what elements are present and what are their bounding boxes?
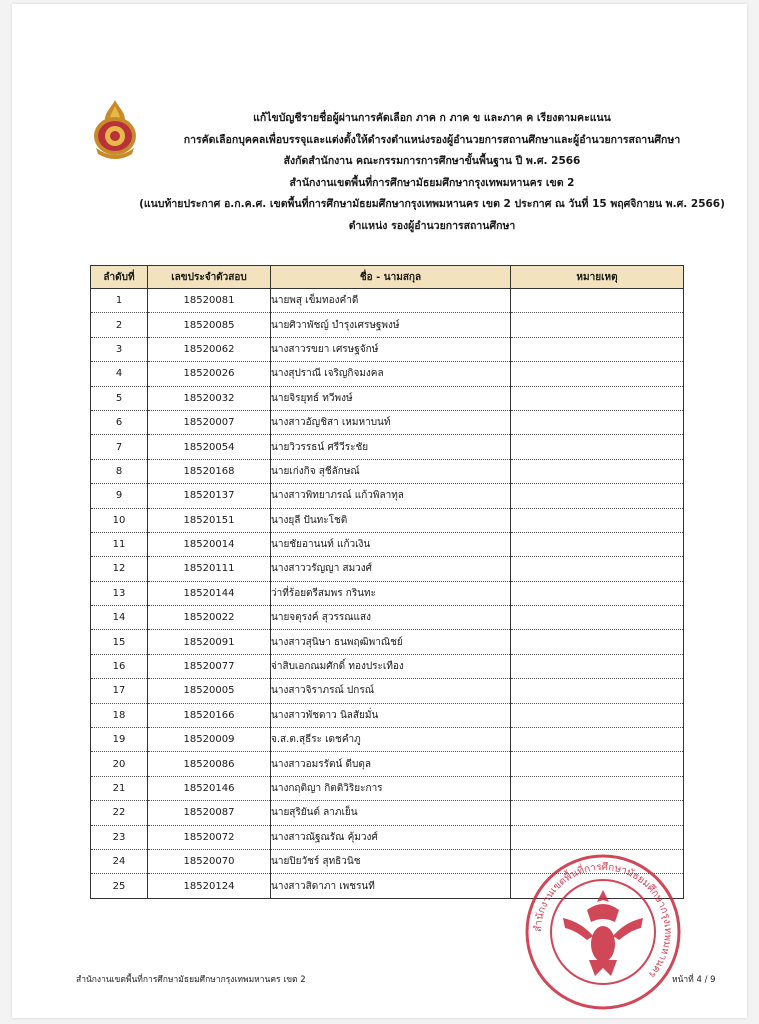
- row-note: [511, 801, 684, 825]
- row-exam-id: 18520026: [148, 362, 271, 386]
- row-note: [511, 289, 684, 313]
- row-exam-id: 18520009: [148, 728, 271, 752]
- row-name: นางสาวสุนิษา ธนพฤฒิพาณิชย์: [271, 630, 511, 654]
- row-note: [511, 508, 684, 532]
- table-row: [91, 459, 684, 483]
- candidate-table: [90, 265, 684, 899]
- row-exam-id: 18520146: [148, 776, 271, 800]
- row-order: 3: [91, 337, 148, 361]
- table-row: [91, 654, 684, 678]
- row-order: 22: [91, 801, 148, 825]
- row-exam-id: 18520151: [148, 508, 271, 532]
- row-name: นายวิวรรธน์ ศรีวีระชัย: [271, 435, 511, 459]
- row-exam-id: 18520081: [148, 289, 271, 313]
- column-header-name: ชื่อ - นามสกุล: [271, 266, 511, 289]
- row-name: นางสาวจิราภรณ์ ปกรณ์: [271, 679, 511, 703]
- header-agency: สังกัดสำนักงาน คณะกรรมการการศึกษาขั้นพื้นฐาน ปี พ.ศ. 2566: [283, 155, 581, 167]
- row-name: นายชัยอานนท์ แก้วเงิน: [271, 532, 511, 556]
- row-exam-id: 18520054: [148, 435, 271, 459]
- row-exam-id: 18520144: [148, 581, 271, 605]
- header-position: ตำแหน่ง รองผู้อำนวยการสถานศึกษา: [348, 219, 516, 232]
- header-announcement: (แนบท้ายประกาศ อ.ก.ค.ศ. เขตพื้นที่การศึกษามัธยมศึกษากรุงเทพมหานคร เขต 2 ประกาศ ณ วันที่ 15 พฤศจิกายน พ.ศ. 2566): [139, 198, 725, 210]
- row-note: [511, 362, 684, 386]
- table-row: [91, 508, 684, 532]
- row-exam-id: 18520032: [148, 386, 271, 410]
- row-name: นายสุริยันต์ ลาภเย็น: [271, 801, 511, 825]
- table-row: [91, 362, 684, 386]
- footer-office: สำนักงานเขตพื้นที่การศึกษามัธยมศึกษากรุงเทพมหานคร เขต 2: [76, 975, 306, 985]
- table-row: [91, 679, 684, 703]
- table-row: [91, 801, 684, 825]
- row-note: [511, 435, 684, 459]
- stamp-text: สำนักงานเขตพื้นที่การศึกษามัธยมศึกษากรุงเทพมหานคร: [532, 861, 674, 980]
- row-order: 13: [91, 581, 148, 605]
- row-exam-id: 18520022: [148, 606, 271, 630]
- header-purpose: การคัดเลือกบุคคลเพื่อบรรจุและแต่งตั้งให้ดำรงตำแหน่งรองผู้อำนวยการสถานศึกษาและผู้อำนวยการสถานศึกษา: [183, 133, 681, 146]
- row-name: นางสาววรัญญา สมวงศ์: [271, 557, 511, 581]
- row-order: 7: [91, 435, 148, 459]
- column-header-note: หมายเหตุ: [511, 266, 684, 289]
- row-exam-id: 18520085: [148, 313, 271, 337]
- row-name: จ.ส.ต.สุธีระ เดชคำภู: [271, 728, 511, 752]
- row-note: [511, 752, 684, 776]
- row-note: [511, 728, 684, 752]
- row-note: [511, 386, 684, 410]
- table-row: [91, 825, 684, 849]
- row-note: [511, 776, 684, 800]
- row-note: [511, 679, 684, 703]
- table-header-row: [91, 266, 684, 289]
- row-name: นางสุปราณี เจริญกิจมงคล: [271, 362, 511, 386]
- table-row: [91, 606, 684, 630]
- column-header-order: ลำดับที่: [91, 266, 148, 289]
- row-name: นายจตุรงค์ สุวรรณแสง: [271, 606, 511, 630]
- row-order: 12: [91, 557, 148, 581]
- row-note: [511, 484, 684, 508]
- row-name: นายพสุ เข็มทองคำดี: [271, 289, 511, 313]
- table-row: [91, 386, 684, 410]
- header-title: แก้ไขบัญชีรายชื่อผู้ผ่านการคัดเลือก ภาค ก ภาค ข และภาค ค เรียงตามคะแนน: [253, 112, 611, 124]
- row-order: 11: [91, 532, 148, 556]
- row-name: นางยุลี ปันทะโชติ: [271, 508, 511, 532]
- column-header-exam-id: เลขประจำตัวสอบ: [148, 266, 271, 289]
- row-exam-id: 18520087: [148, 801, 271, 825]
- row-note: [511, 606, 684, 630]
- row-order: 15: [91, 630, 148, 654]
- row-name: จ่าสิบเอกณมศักดิ์ ทองประเทือง: [271, 654, 511, 678]
- row-order: 10: [91, 508, 148, 532]
- row-name: นางสาวสิดาภา เพชรนที: [271, 874, 511, 898]
- document-page: [12, 4, 747, 1018]
- table-row: [91, 313, 684, 337]
- row-note: [511, 313, 684, 337]
- row-order: 1: [91, 289, 148, 313]
- row-name: นายเก่งกิจ สุชีลักษณ์: [271, 459, 511, 483]
- table-row: [91, 728, 684, 752]
- table-row: [91, 581, 684, 605]
- row-order: 16: [91, 654, 148, 678]
- table-row: [91, 557, 684, 581]
- row-name: นายศิวาพัชญ์ บำรุงเศรษฐพงษ์: [271, 313, 511, 337]
- document-header: [132, 108, 732, 237]
- row-order: 2: [91, 313, 148, 337]
- row-name: นางกฤติญา กิตติวิริยะการ: [271, 776, 511, 800]
- row-order: 24: [91, 849, 148, 873]
- table-row: [91, 435, 684, 459]
- row-name: นางสาวพัชดาว นิลสัยมั่น: [271, 703, 511, 727]
- row-name: นายจิรยุทธ์ ทวีพงษ์: [271, 386, 511, 410]
- row-note: [511, 630, 684, 654]
- row-name: นายปิยวัชร์ สุทธิวนิช: [271, 849, 511, 873]
- row-exam-id: 18520111: [148, 557, 271, 581]
- row-order: 21: [91, 776, 148, 800]
- table-row: [91, 630, 684, 654]
- row-note: [511, 410, 684, 434]
- table-row: [91, 776, 684, 800]
- table-row: [91, 703, 684, 727]
- table-row: [91, 752, 684, 776]
- row-exam-id: 18520168: [148, 459, 271, 483]
- table-row: [91, 410, 684, 434]
- header-office: สำนักงานเขตพื้นที่การศึกษามัธยมศึกษากรุงเทพมหานคร เขต 2: [289, 176, 575, 189]
- row-exam-id: 18520077: [148, 654, 271, 678]
- table-row: [91, 532, 684, 556]
- table-row: [91, 337, 684, 361]
- row-note: [511, 825, 684, 849]
- row-note: [511, 703, 684, 727]
- row-order: 25: [91, 874, 148, 898]
- row-name: นางสาวอมรรัตน์ ดีบดุล: [271, 752, 511, 776]
- row-order: 8: [91, 459, 148, 483]
- row-order: 17: [91, 679, 148, 703]
- row-name: นางสาวอัญชิสา เหมหาบนท์: [271, 410, 511, 434]
- row-exam-id: 18520007: [148, 410, 271, 434]
- row-exam-id: 18520072: [148, 825, 271, 849]
- row-order: 6: [91, 410, 148, 434]
- row-order: 19: [91, 728, 148, 752]
- row-exam-id: 18520137: [148, 484, 271, 508]
- page-number: หน้าที่ 4 / 9: [672, 975, 716, 985]
- row-order: 20: [91, 752, 148, 776]
- row-name: ว่าที่ร้อยตรีสมพร กรินทะ: [271, 581, 511, 605]
- row-note: [511, 337, 684, 361]
- row-order: 18: [91, 703, 148, 727]
- row-order: 4: [91, 362, 148, 386]
- row-note: [511, 459, 684, 483]
- official-seal-stamp-icon: [523, 852, 683, 1012]
- row-order: 14: [91, 606, 148, 630]
- row-exam-id: 18520091: [148, 630, 271, 654]
- row-exam-id: 18520124: [148, 874, 271, 898]
- row-note: [511, 654, 684, 678]
- row-order: 23: [91, 825, 148, 849]
- row-note: [511, 532, 684, 556]
- row-exam-id: 18520086: [148, 752, 271, 776]
- row-order: 5: [91, 386, 148, 410]
- table-row: [91, 484, 684, 508]
- row-exam-id: 18520014: [148, 532, 271, 556]
- row-name: นางสาวรขยา เศรษฐจักษ์: [271, 337, 511, 361]
- row-exam-id: 18520070: [148, 849, 271, 873]
- row-exam-id: 18520005: [148, 679, 271, 703]
- row-name: นางสาวณัฐณรัณ คุ้มวงศ์: [271, 825, 511, 849]
- row-note: [511, 581, 684, 605]
- table-row: [91, 289, 684, 313]
- row-note: [511, 557, 684, 581]
- row-exam-id: 18520062: [148, 337, 271, 361]
- row-name: นางสาวพิทยาภรณ์ แก้วพิลาทุล: [271, 484, 511, 508]
- row-order: 9: [91, 484, 148, 508]
- row-exam-id: 18520166: [148, 703, 271, 727]
